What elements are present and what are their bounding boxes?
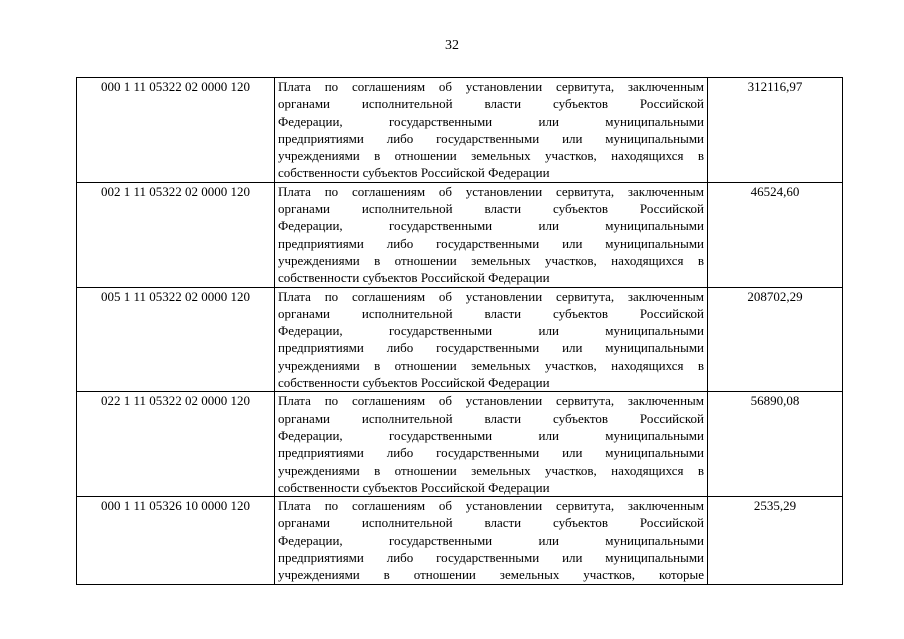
description-line: предприятиями либо государственными или муниципальными	[278, 235, 704, 251]
description-line: Федерации, государственными или муниципальными	[278, 427, 704, 443]
description-line: предприятиями либо государственными или муниципальными	[278, 445, 704, 461]
description-line: учреждениями в отношении земельных участков, находящихся в	[278, 462, 704, 478]
description-cell	[275, 78, 708, 183]
description-cell	[275, 287, 708, 392]
description-cell	[275, 392, 708, 497]
budget-code-cell: 000 1 11 05326 10 0000 120	[77, 497, 275, 584]
description-line: органами исполнительной власти субъектов Российской	[278, 305, 704, 321]
description-line: предприятиями либо государственными или муниципальными	[278, 130, 704, 146]
description-line: собственности субъектов Российской Федерации	[278, 165, 550, 181]
budget-code-cell: 022 1 11 05322 02 0000 120	[77, 392, 275, 497]
description-cell	[275, 182, 708, 287]
description-line: предприятиями либо государственными или муниципальными	[278, 340, 704, 356]
description-line: органами исполнительной власти субъектов Российской	[278, 96, 704, 112]
description-line: Плата по соглашениям об установлении сервитута, заключенным	[278, 393, 704, 409]
page-number: 32	[445, 38, 459, 53]
amount-cell: 208702,29	[708, 287, 843, 392]
description-line: учреждениями в отношении земельных участков, которые	[278, 567, 704, 583]
amount-cell: 312116,97	[708, 78, 843, 183]
description-line: собственности субъектов Российской Федерации	[278, 479, 550, 495]
amount-cell: 46524,60	[708, 182, 843, 287]
description-line: предприятиями либо государственными или муниципальными	[278, 550, 704, 566]
description-line: Плата по соглашениям об установлении сервитута, заключенным	[278, 183, 704, 199]
budget-code-cell: 005 1 11 05322 02 0000 120	[77, 287, 275, 392]
description-line: Федерации, государственными или муниципальными	[278, 218, 704, 234]
table-row	[77, 497, 843, 584]
description-line: органами исполнительной власти субъектов Российской	[278, 515, 704, 531]
budget-revenue-table	[76, 77, 843, 585]
amount-cell: 2535,29	[708, 497, 843, 584]
table-row	[77, 78, 843, 183]
budget-code-cell: 000 1 11 05322 02 0000 120	[77, 78, 275, 183]
description-line: Федерации, государственными или муниципальными	[278, 113, 704, 129]
table-row	[77, 392, 843, 497]
description-line: Плата по соглашениям об установлении сервитута, заключенным	[278, 79, 704, 94]
description-line: учреждениями в отношении земельных участков, находящихся в	[278, 357, 704, 373]
table-row	[77, 287, 843, 392]
table-row	[77, 182, 843, 287]
description-cell	[275, 497, 708, 584]
budget-code-cell: 002 1 11 05322 02 0000 120	[77, 182, 275, 287]
description-line: Плата по соглашениям об установлении сервитута, заключенным	[278, 498, 704, 514]
description-line: собственности субъектов Российской Федерации	[278, 270, 550, 286]
description-line: учреждениями в отношении земельных участков, находящихся в	[278, 252, 704, 268]
description-line: учреждениями в отношении земельных участков, находящихся в	[278, 148, 704, 164]
amount-cell: 56890,08	[708, 392, 843, 497]
description-line: органами исполнительной власти субъектов Российской	[278, 201, 704, 217]
description-line: органами исполнительной власти субъектов Российской	[278, 410, 704, 426]
description-line: Федерации, государственными или муниципальными	[278, 323, 704, 339]
description-line: Федерации, государственными или муниципальными	[278, 532, 704, 548]
description-line: Плата по соглашениям об установлении сервитута, заключенным	[278, 288, 704, 304]
table-body	[77, 78, 843, 585]
description-line: собственности субъектов Российской Федерации	[278, 375, 550, 391]
